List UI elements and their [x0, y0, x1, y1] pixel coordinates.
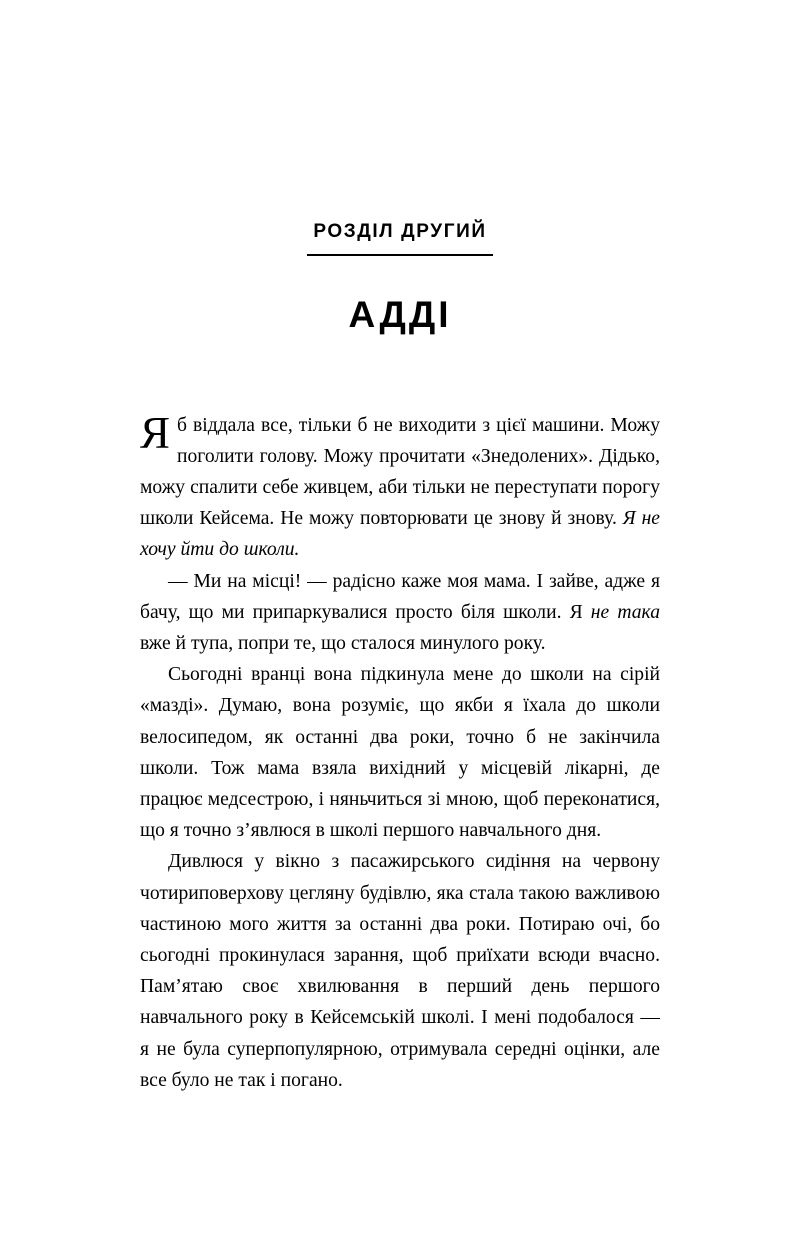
paragraph-1-emphasis: Я не хочу йти до школи.	[140, 508, 660, 561]
paragraph-1-text: б віддала все, тільки б не виходити з цієї машини. Можу поголити голову. Можу прочитати «Знедолених». Дідько, можу спалити себе живцем, аби тільки не переступати порогу школи Кейсема. Не можу повторювати це знову й знову.	[140, 414, 660, 530]
chapter-title: АДДІ	[348, 293, 452, 335]
paragraph-3: Сьогодні вранці вона підкинула мене до школи на сірій «мазді». Думаю, вона розуміє, що якби я їхала до школи велосипедом, як останні два роки, точно б не закінчила школи. Тож мама взяла вихідний у місцевій лікарні, де працює медсестрою, і няньчиться зі мною, щоб переконатися, що я точно з’явлюся в школі першого навчального дня.	[140, 664, 660, 842]
chapter-body	[140, 407, 660, 1096]
paragraph-1	[140, 407, 660, 566]
chapter-label: РОЗДІЛ ДРУГИЙ	[307, 222, 492, 256]
paragraph-4: Дивлюся у вікно з пасажирського сидіння на червону чотириповерхову цегляну будівлю, яка стала такою важливою частиною мого життя за останні два роки. Потираю очі, бо сьогодні прокинулася зарання, щоб приїхати всюди вчасно. Пам’ятаю своє хвилювання в перший день першого навчального року в Кейсемській школі. І мені подобалося — я не була суперпопулярною, отримувала середні оцінки, але все було не так і погано.	[140, 851, 660, 1091]
paragraph-2	[140, 566, 660, 660]
paragraph-2-text-b: вже й тупа, попри те, що сталося минулого року.	[140, 633, 546, 654]
drop-cap: Я	[140, 407, 171, 458]
chapter-heading-block	[140, 0, 660, 336]
paragraph-2-emphasis: не така	[590, 601, 660, 623]
paragraph-2-text-a: — Ми на місці! — радісно каже моя мама. І зайве, адже я бачу, що ми припаркувалися просто біля школи. Я	[140, 570, 660, 623]
